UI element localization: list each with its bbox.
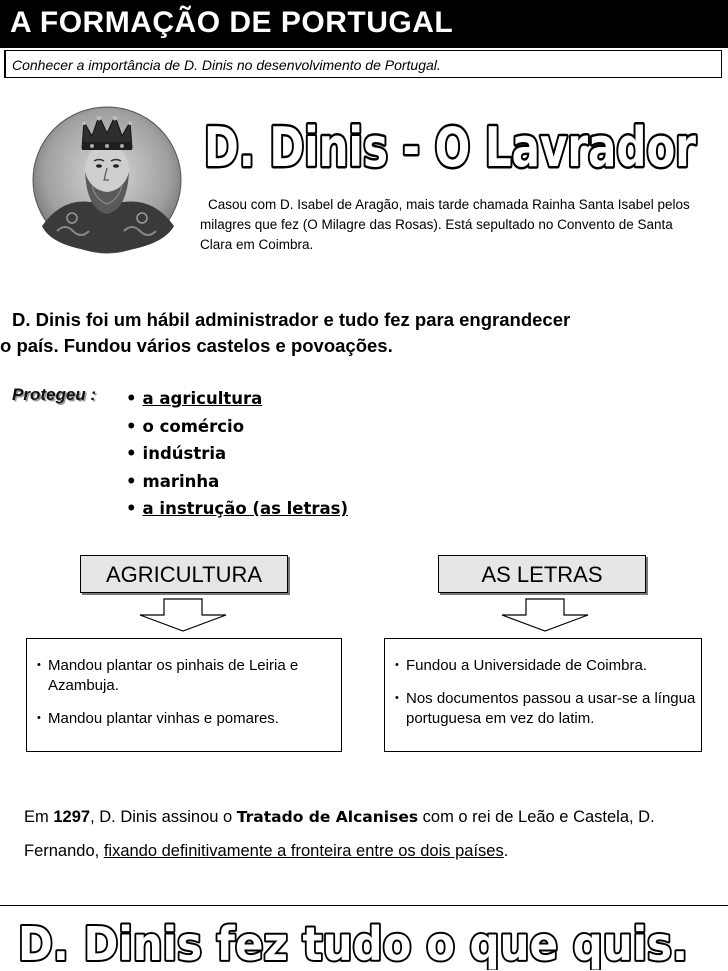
list-item [126,415,348,443]
main-title-text: D. Dinis - O Lavrador [204,116,697,178]
list-item-label: Fundou a Universidade de Coimbra. [406,657,647,674]
bullet-icon: • [395,659,399,671]
footer-divider [0,905,728,906]
bullet-icon: • [126,389,137,408]
bullet-icon: • [126,471,137,491]
list-item [126,497,348,525]
bullet-icon: • [395,692,399,704]
agricultura-box [26,638,342,752]
list-item-label: a agricultura [142,389,263,408]
letras-heading: AS LETRAS [438,555,646,593]
list-item-label: o comércio [142,416,245,436]
bullet-icon: • [126,499,137,518]
list-item [35,655,335,696]
list-item-label: Nos documentos passou a usar-se a língua portuguesa em vez do latim. [406,690,696,727]
list-item [35,708,335,729]
list-item-label: a instrução (as letras) [142,499,349,518]
down-arrow-icon [500,598,590,632]
administrator-paragraph [0,307,728,359]
tratado-name: Tratado de Alcanises [236,808,419,826]
list-item-label: Mandou plantar vinhas e pomares. [48,710,279,727]
page-title: A FORMAÇÃO DE PORTUGAL [10,6,454,39]
list-item [393,688,697,729]
administrator-line-2: o país. Fundou vários castelos e povoações. [0,335,393,356]
bullet-icon: • [37,712,41,724]
protegeu-list [126,387,348,525]
bullet-icon: • [37,659,41,671]
footer-slogan [14,912,714,970]
letras-box [384,638,702,752]
list-item [393,655,697,676]
down-arrow-icon [138,598,228,632]
list-item-label: Mandou plantar os pinhais de Leiria e Azambuja. [48,657,299,694]
tratado-text-1: , D. Dinis assinou o [90,808,237,826]
tratado-suffix: . [503,842,509,860]
main-title [200,114,710,178]
agricultura-heading: AGRICULTURA [80,555,288,593]
tratado-text-2: com o rei de Leão e Castela, D. Fernando, [24,808,655,860]
list-item [126,470,348,498]
bullet-icon: • [126,416,137,436]
tratado-paragraph [24,800,714,868]
administrator-line-1: D. Dinis foi um hábil administrador e tudo fez para engrandecer [12,309,571,330]
bullet-icon: • [126,444,137,463]
list-item-label: indústria [142,444,227,463]
king-portrait-image [32,106,182,254]
page-subtitle: Conhecer a importância de D. Dinis no desenvolvimento de Portugal. [12,57,441,73]
protegeu-label: Protegeu : [12,385,97,404]
list-item [126,387,348,415]
footer-slogan-text: D. Dinis fez tudo o que quis. [18,917,688,970]
list-item-label: marinha [142,471,220,491]
intro-paragraph: Casou com D. Isabel de Aragão, mais tarde chamada Rainha Santa Isabel pelos milagres que fez (O Milagre das Rosas). Está sepultado no Convento de Santa Clara em Coimbra. [200,197,690,252]
list-item [126,442,348,470]
tratado-year: 1297 [53,808,91,826]
tratado-underlined: fixando definitivamente a fronteira entre os dois países [103,842,504,860]
tratado-prefix: Em [24,808,54,826]
